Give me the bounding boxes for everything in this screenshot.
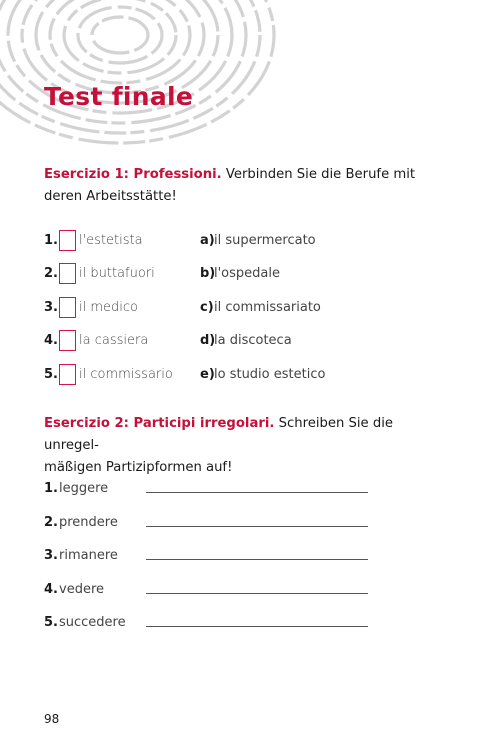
exercise2-instruction-line2: mäßigen Partizipformen auf! <box>44 460 233 475</box>
item-number: 1. <box>44 481 58 496</box>
exercise2-instruction-line1: Schreiben Sie die unregel- <box>44 416 394 453</box>
option-letter: e) <box>200 367 215 382</box>
answer-line[interactable] <box>146 559 368 560</box>
option-letter: d) <box>200 333 216 348</box>
item-number: 3. <box>44 548 58 563</box>
answer-line[interactable] <box>146 492 368 493</box>
exercise1-instruction: Verbinden Sie die Berufe mit deren Arbeitsstätte! <box>44 167 416 204</box>
answer-box[interactable] <box>59 364 76 385</box>
workplace-option: l'ospedale <box>214 266 280 281</box>
workplace-option: il supermercato <box>214 233 316 248</box>
infinitive-verb: prendere <box>59 515 118 530</box>
match-row <box>44 297 464 321</box>
profession-term: il commissario <box>79 367 173 382</box>
infinitive-verb: rimanere <box>59 548 118 563</box>
infinitive-verb: succedere <box>59 615 126 630</box>
item-number: 2. <box>44 266 58 281</box>
match-row <box>44 230 464 254</box>
profession-term: la cassiera <box>79 333 149 348</box>
option-letter: b) <box>200 266 216 281</box>
exercise1-heading <box>44 164 444 208</box>
answer-line[interactable] <box>146 626 368 627</box>
workplace-option: il commissariato <box>214 300 321 315</box>
profession-term: l'estetista <box>79 233 143 248</box>
item-number: 5. <box>44 615 58 630</box>
exercise1-label: Esercizio 1: Professioni. <box>44 167 222 182</box>
profession-term: il buttafuori <box>79 266 155 281</box>
answer-box[interactable] <box>59 230 76 251</box>
item-number: 4. <box>44 333 58 348</box>
item-number: 5. <box>44 367 58 382</box>
option-letter: a) <box>200 233 215 248</box>
answer-box[interactable] <box>59 297 76 318</box>
answer-line[interactable] <box>146 593 368 594</box>
answer-box[interactable] <box>59 263 76 284</box>
page-number: 98 <box>44 712 60 726</box>
page-title: Test finale <box>44 82 194 111</box>
workplace-option: lo studio estetico <box>214 367 326 382</box>
verb-row <box>44 615 374 635</box>
verb-row <box>44 515 374 535</box>
exercise2-label: Esercizio 2: Participi irregolari. <box>44 416 275 431</box>
verb-row <box>44 548 374 568</box>
item-number: 1. <box>44 233 58 248</box>
match-row <box>44 263 464 287</box>
answer-box[interactable] <box>59 330 76 351</box>
item-number: 4. <box>44 582 58 597</box>
workplace-option: la discoteca <box>214 333 292 348</box>
profession-term: il medico <box>79 300 138 315</box>
exercise2-heading <box>44 413 444 479</box>
infinitive-verb: vedere <box>59 582 104 597</box>
item-number: 3. <box>44 300 58 315</box>
infinitive-verb: leggere <box>59 481 109 496</box>
match-row <box>44 330 464 354</box>
option-letter: c) <box>200 300 214 315</box>
verb-row <box>44 481 374 501</box>
match-row <box>44 364 464 388</box>
verb-row <box>44 582 374 602</box>
item-number: 2. <box>44 515 58 530</box>
answer-line[interactable] <box>146 526 368 527</box>
